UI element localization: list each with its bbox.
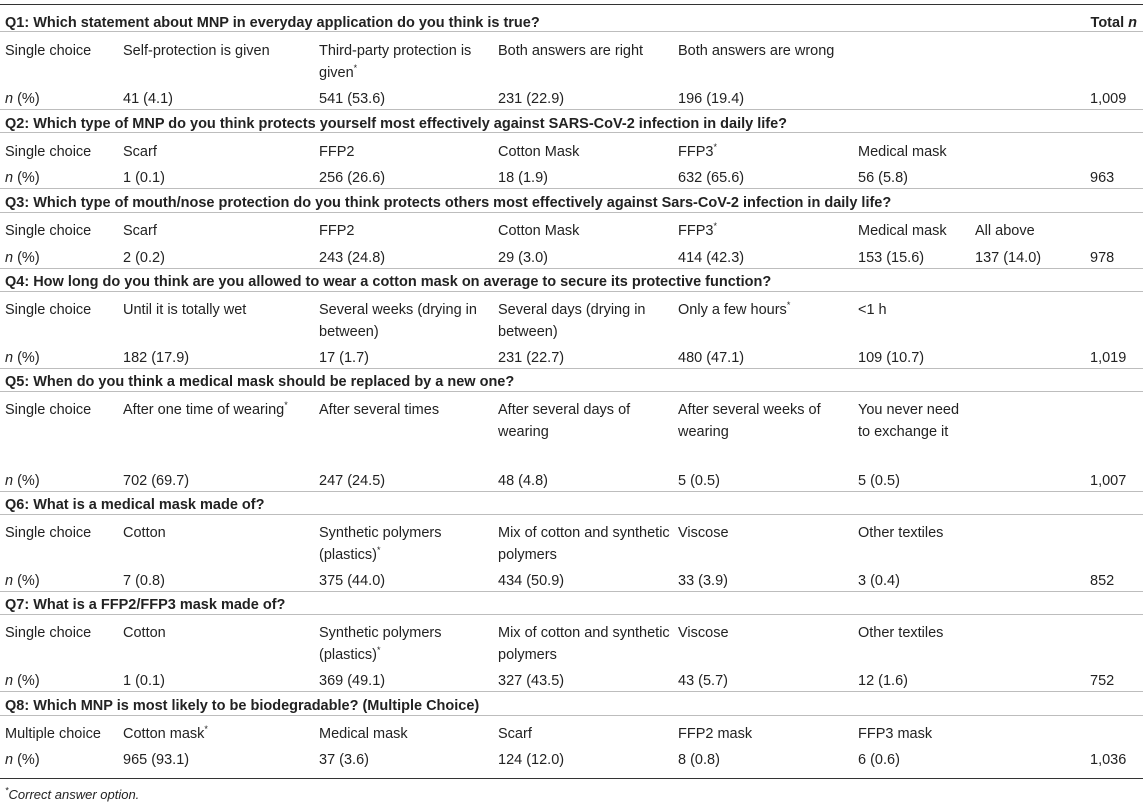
total-column-header: Total n — [1090, 15, 1137, 31]
answer-option: Both answers are wrong — [678, 43, 835, 59]
answer-option: Scarf — [123, 223, 157, 239]
row-divider — [0, 109, 1143, 110]
choice-type-label: Single choice — [5, 43, 92, 59]
choice-type-label: Multiple choice — [5, 726, 101, 742]
count-value: 153 (15.6) — [858, 250, 925, 266]
question-divider — [0, 391, 1143, 392]
answer-option: FFP2 — [319, 223, 355, 239]
count-value: 1 (0.1) — [123, 673, 165, 689]
count-value: 33 (3.9) — [678, 573, 728, 589]
row-divider — [0, 591, 1143, 592]
count-value: 965 (93.1) — [123, 752, 190, 768]
count-value: 124 (12.0) — [498, 752, 565, 768]
choice-type-label: Single choice — [5, 525, 92, 541]
answer-option: Several weeks (drying in between) — [319, 302, 477, 340]
count-value: 375 (44.0) — [319, 573, 386, 589]
count-value: 12 (1.6) — [858, 673, 908, 689]
total-n-value: 978 — [1090, 250, 1115, 266]
count-value: 109 (10.7) — [858, 350, 925, 366]
answer-option: Mix of cotton and synthetic polymers — [498, 525, 670, 563]
table-top-rule — [0, 4, 1143, 5]
count-value: 3 (0.4) — [858, 573, 900, 589]
total-n-value: 1,007 — [1090, 473, 1127, 489]
question-divider — [0, 514, 1143, 515]
count-value: 7 (0.8) — [123, 573, 165, 589]
count-value: 414 (42.3) — [678, 250, 745, 266]
answer-option: FFP2 mask — [678, 726, 753, 742]
count-value: 541 (53.6) — [319, 91, 386, 107]
answer-option: Cotton mask* — [123, 724, 208, 742]
row-divider — [0, 368, 1143, 369]
choice-type-label: Single choice — [5, 625, 92, 641]
question-title: Q7: What is a FFP2/FFP3 mask made of? — [5, 597, 286, 613]
count-value: 196 (19.4) — [678, 91, 745, 107]
answer-option: Only a few hours* — [678, 300, 791, 318]
count-row-label: n (%) — [5, 752, 40, 768]
answer-option: <1 h — [858, 302, 887, 318]
count-value: 480 (47.1) — [678, 350, 745, 366]
count-row-label: n (%) — [5, 673, 40, 689]
answer-option: Scarf — [498, 726, 532, 742]
row-divider — [0, 491, 1143, 492]
answer-option: Viscose — [678, 525, 729, 541]
answer-option: Until it is totally wet — [123, 302, 247, 318]
count-value: 8 (0.8) — [678, 752, 720, 768]
answer-option: Several days (drying in between) — [498, 302, 646, 340]
answer-option: Medical mask — [858, 144, 947, 160]
count-value: 243 (24.8) — [319, 250, 386, 266]
choice-type-label: Single choice — [5, 144, 92, 160]
answer-option: FFP3 mask — [858, 726, 933, 742]
question-divider — [0, 614, 1143, 615]
answer-option: Other textiles — [858, 625, 944, 641]
answer-option: After several times — [319, 402, 440, 418]
count-value: 632 (65.6) — [678, 170, 745, 186]
count-value: 43 (5.7) — [678, 673, 728, 689]
answer-option: Self-protection is given — [123, 43, 270, 59]
question-divider — [0, 212, 1143, 213]
count-value: 5 (0.5) — [858, 473, 900, 489]
count-value: 702 (69.7) — [123, 473, 190, 489]
count-value: 48 (4.8) — [498, 473, 548, 489]
count-row-label: n (%) — [5, 250, 40, 266]
question-divider — [0, 715, 1143, 716]
answer-option: Cotton — [123, 625, 166, 641]
count-value: 6 (0.6) — [858, 752, 900, 768]
count-value: 29 (3.0) — [498, 250, 548, 266]
footnote: *Correct answer option. — [5, 785, 140, 802]
count-row-label: n (%) — [5, 350, 40, 366]
count-value: 256 (26.6) — [319, 170, 386, 186]
total-n-value: 852 — [1090, 573, 1115, 589]
count-value: 434 (50.9) — [498, 573, 565, 589]
total-n-value: 963 — [1090, 170, 1115, 186]
question-divider — [0, 132, 1143, 133]
question-divider — [0, 291, 1143, 292]
count-value: 137 (14.0) — [975, 250, 1042, 266]
count-value: 5 (0.5) — [678, 473, 720, 489]
count-value: 231 (22.7) — [498, 350, 565, 366]
count-value: 247 (24.5) — [319, 473, 386, 489]
total-n-value: 1,009 — [1090, 91, 1127, 107]
count-value: 17 (1.7) — [319, 350, 369, 366]
row-divider — [0, 188, 1143, 189]
question-title: Q6: What is a medical mask made of? — [5, 497, 265, 513]
answer-option: You never need to exchange it — [858, 402, 960, 440]
answer-option: All above — [975, 223, 1035, 239]
total-n-value: 1,036 — [1090, 752, 1127, 768]
count-value: 327 (43.5) — [498, 673, 565, 689]
answer-option: After one time of wearing* — [123, 400, 288, 418]
answer-option: Viscose — [678, 625, 729, 641]
count-value: 56 (5.8) — [858, 170, 908, 186]
answer-option: Both answers are right — [498, 43, 644, 59]
answer-option: Synthetic polymers (plastics)* — [319, 625, 442, 663]
answer-option: Cotton Mask — [498, 223, 580, 239]
count-value: 37 (3.6) — [319, 752, 369, 768]
answer-option: Other textiles — [858, 525, 944, 541]
answer-option: Cotton — [123, 525, 166, 541]
total-n-value: 752 — [1090, 673, 1115, 689]
count-row-label: n (%) — [5, 573, 40, 589]
answer-option: Medical mask — [858, 223, 947, 239]
answer-option: After several days of wearing — [498, 402, 631, 440]
count-row-label: n (%) — [5, 170, 40, 186]
count-value: 182 (17.9) — [123, 350, 190, 366]
answer-option: FFP3* — [678, 142, 717, 160]
count-value: 18 (1.9) — [498, 170, 548, 186]
answer-option: After several weeks of wearing — [678, 402, 821, 440]
answer-option: Mix of cotton and synthetic polymers — [498, 625, 670, 663]
choice-type-label: Single choice — [5, 302, 92, 318]
count-value: 231 (22.9) — [498, 91, 565, 107]
question-title: Q2: Which type of MNP do you think protects yourself most effectively against SARS-CoV-2 infection in daily life? — [5, 116, 788, 132]
question-title: Q8: Which MNP is most likely to be biodegradable? (Multiple Choice) — [5, 698, 480, 714]
row-divider — [0, 268, 1143, 269]
count-value: 41 (4.1) — [123, 91, 173, 107]
table-bottom-rule — [0, 778, 1143, 779]
answer-option: FFP3* — [678, 221, 717, 239]
answer-option: Third-party protection is given* — [319, 43, 472, 81]
row-divider — [0, 691, 1143, 692]
count-value: 1 (0.1) — [123, 170, 165, 186]
answer-option: FFP2 — [319, 144, 355, 160]
count-value: 369 (49.1) — [319, 673, 386, 689]
count-row-label: n (%) — [5, 473, 40, 489]
answer-option: Synthetic polymers (plastics)* — [319, 525, 442, 563]
question-title: Q5: When do you think a medical mask should be replaced by a new one? — [5, 374, 515, 390]
count-value: 2 (0.2) — [123, 250, 165, 266]
question-title: Q4: How long do you think are you allowed to wear a cotton mask on average to secure its protective function? — [5, 274, 772, 290]
answer-option: Scarf — [123, 144, 157, 160]
question-title: Q3: Which type of mouth/nose protection do you think protects others most effectively against Sars-CoV-2 infection in daily life? — [5, 195, 892, 211]
question-title: Q1: Which statement about MNP in everyday application do you think is true? — [5, 15, 540, 31]
answer-option: Cotton Mask — [498, 144, 580, 160]
count-row-label: n (%) — [5, 91, 40, 107]
question-divider — [0, 31, 1143, 32]
choice-type-label: Single choice — [5, 402, 92, 418]
total-n-value: 1,019 — [1090, 350, 1127, 366]
answer-option: Medical mask — [319, 726, 408, 742]
choice-type-label: Single choice — [5, 223, 92, 239]
